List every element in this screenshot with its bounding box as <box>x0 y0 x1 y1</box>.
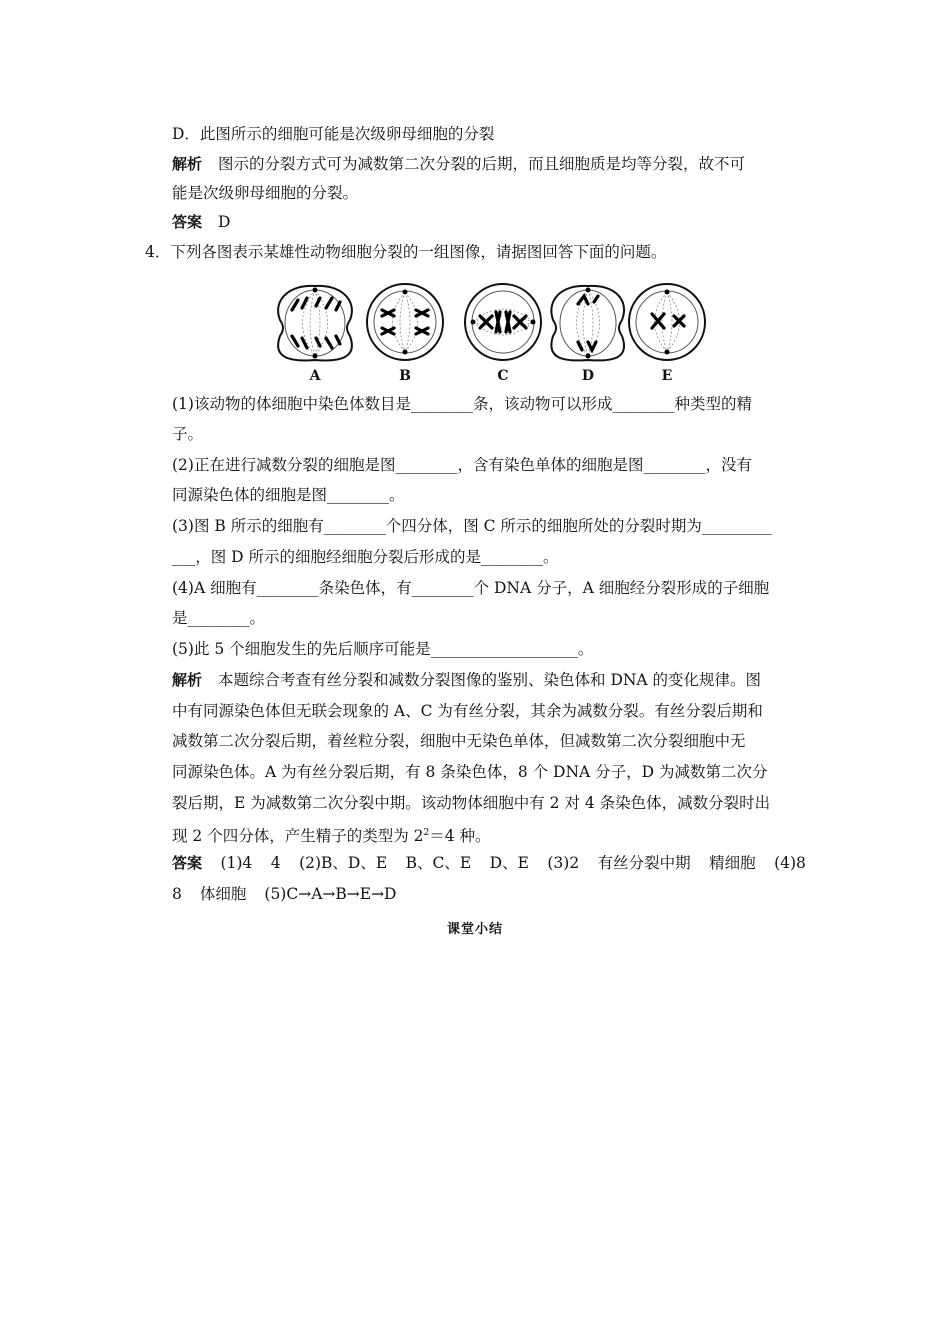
cell-b-outline <box>367 284 443 360</box>
section-title: 课堂小结 <box>446 922 503 937</box>
cell-c-outline <box>465 284 541 360</box>
question-4-stem <box>145 242 666 262</box>
answer-4-line1: 答案 (1)4 4 (2)B、D、E B、C、E D、E (3)2 有丝分裂中期 精细胞 (4)8 <box>172 854 806 872</box>
analysis-text: 图示的分裂方式可为减数第二次分裂的后期，而且细胞质是均等分裂，故不可 <box>218 155 746 173</box>
analysis-4-line6: 现 2 个四分体，产生精子的类型为 $2^2=4$ 种。 <box>172 827 491 845</box>
figure-label-d: D <box>581 368 595 384</box>
figure-label-a: A <box>309 368 321 384</box>
q4-line2: 是________。 <box>172 609 266 627</box>
cell-a-outline <box>278 286 352 361</box>
answer-4-line2: 8 体细胞 (5)C→A→B→E→D <box>172 885 397 903</box>
analysis-4-line3: 减数第二次分裂后期，着丝粒分裂，细胞中无染色单体，但减数第二次分裂细胞中无 <box>172 732 746 750</box>
q3-line1: (3)图 B 所示的细胞有________个四分体，图 C 所示的细胞所处的分裂时期为_________ <box>172 517 772 535</box>
analysis-label: 解析 <box>172 671 203 689</box>
answer-label: 答案 <box>172 854 203 872</box>
figure-label-c: C <box>497 368 509 384</box>
analysis-label: 解析 <box>172 155 203 173</box>
q2-line1: (2)正在进行减数分裂的细胞是图________，含有染色单体的细胞是图________，没有 <box>172 456 752 474</box>
figure-label-e: E <box>661 368 673 384</box>
figure-label-b: B <box>399 368 411 384</box>
analysis-4-line2: 中有同源染色体但无联会现象的 A、C 为有丝分裂，其余为减数分裂。有丝分裂后期和 <box>172 702 763 720</box>
q2-line2: 同源染色体的细胞是图________。 <box>172 486 405 504</box>
analysis-text: 本题综合考查有丝分裂和减数分裂图像的鉴别、染色体和 DNA 的变化规律。图 <box>218 671 762 689</box>
analysis-3-line1 <box>172 154 806 174</box>
answer-label: 答案 <box>172 213 203 231</box>
question-stem: 下列各图表示某雄性动物细胞分裂的一组图像，请据图回答下面的问题。 <box>170 243 667 261</box>
analysis-3-line2: 能是次级卵母细胞的分裂。 <box>172 184 359 202</box>
analysis-4-line1 <box>172 670 806 690</box>
analysis-4-line4: 同源染色体。A 为有丝分裂后期，有 8 条染色体，8 个 DNA 分子，D 为减数第二次分 <box>172 763 768 781</box>
q5-line1: (5)此 5 个细胞发生的先后顺序可能是___________________。 <box>172 640 594 658</box>
analysis-4-line5: 裂后期，E 为减数第二次分裂中期。该动物体细胞中有 2 对 4 条染色体，减数分裂时出 <box>172 794 771 812</box>
cell-division-figure <box>270 280 710 386</box>
answer-3 <box>172 212 230 232</box>
cell-e-outline <box>629 284 705 360</box>
q1-line1: (1)该动物的体细胞中染色体数目是________条，该动物可以形成________种类型的精 <box>172 395 752 413</box>
option-d: D．此图所示的细胞可能是次级卵母细胞的分裂 <box>172 125 495 143</box>
cell-d-outline <box>551 286 624 361</box>
q1-line2: 子。 <box>172 425 204 443</box>
question-number: 4． <box>145 243 171 261</box>
q3-line2: ___，图 D 所示的细胞经细胞分裂后形成的是________。 <box>172 548 559 566</box>
q4-line1: (4)A 细胞有________条染色体，有________个 DNA 分子，A 细胞经分裂形成的子细胞 <box>172 579 770 597</box>
answer-value: D <box>218 213 231 231</box>
